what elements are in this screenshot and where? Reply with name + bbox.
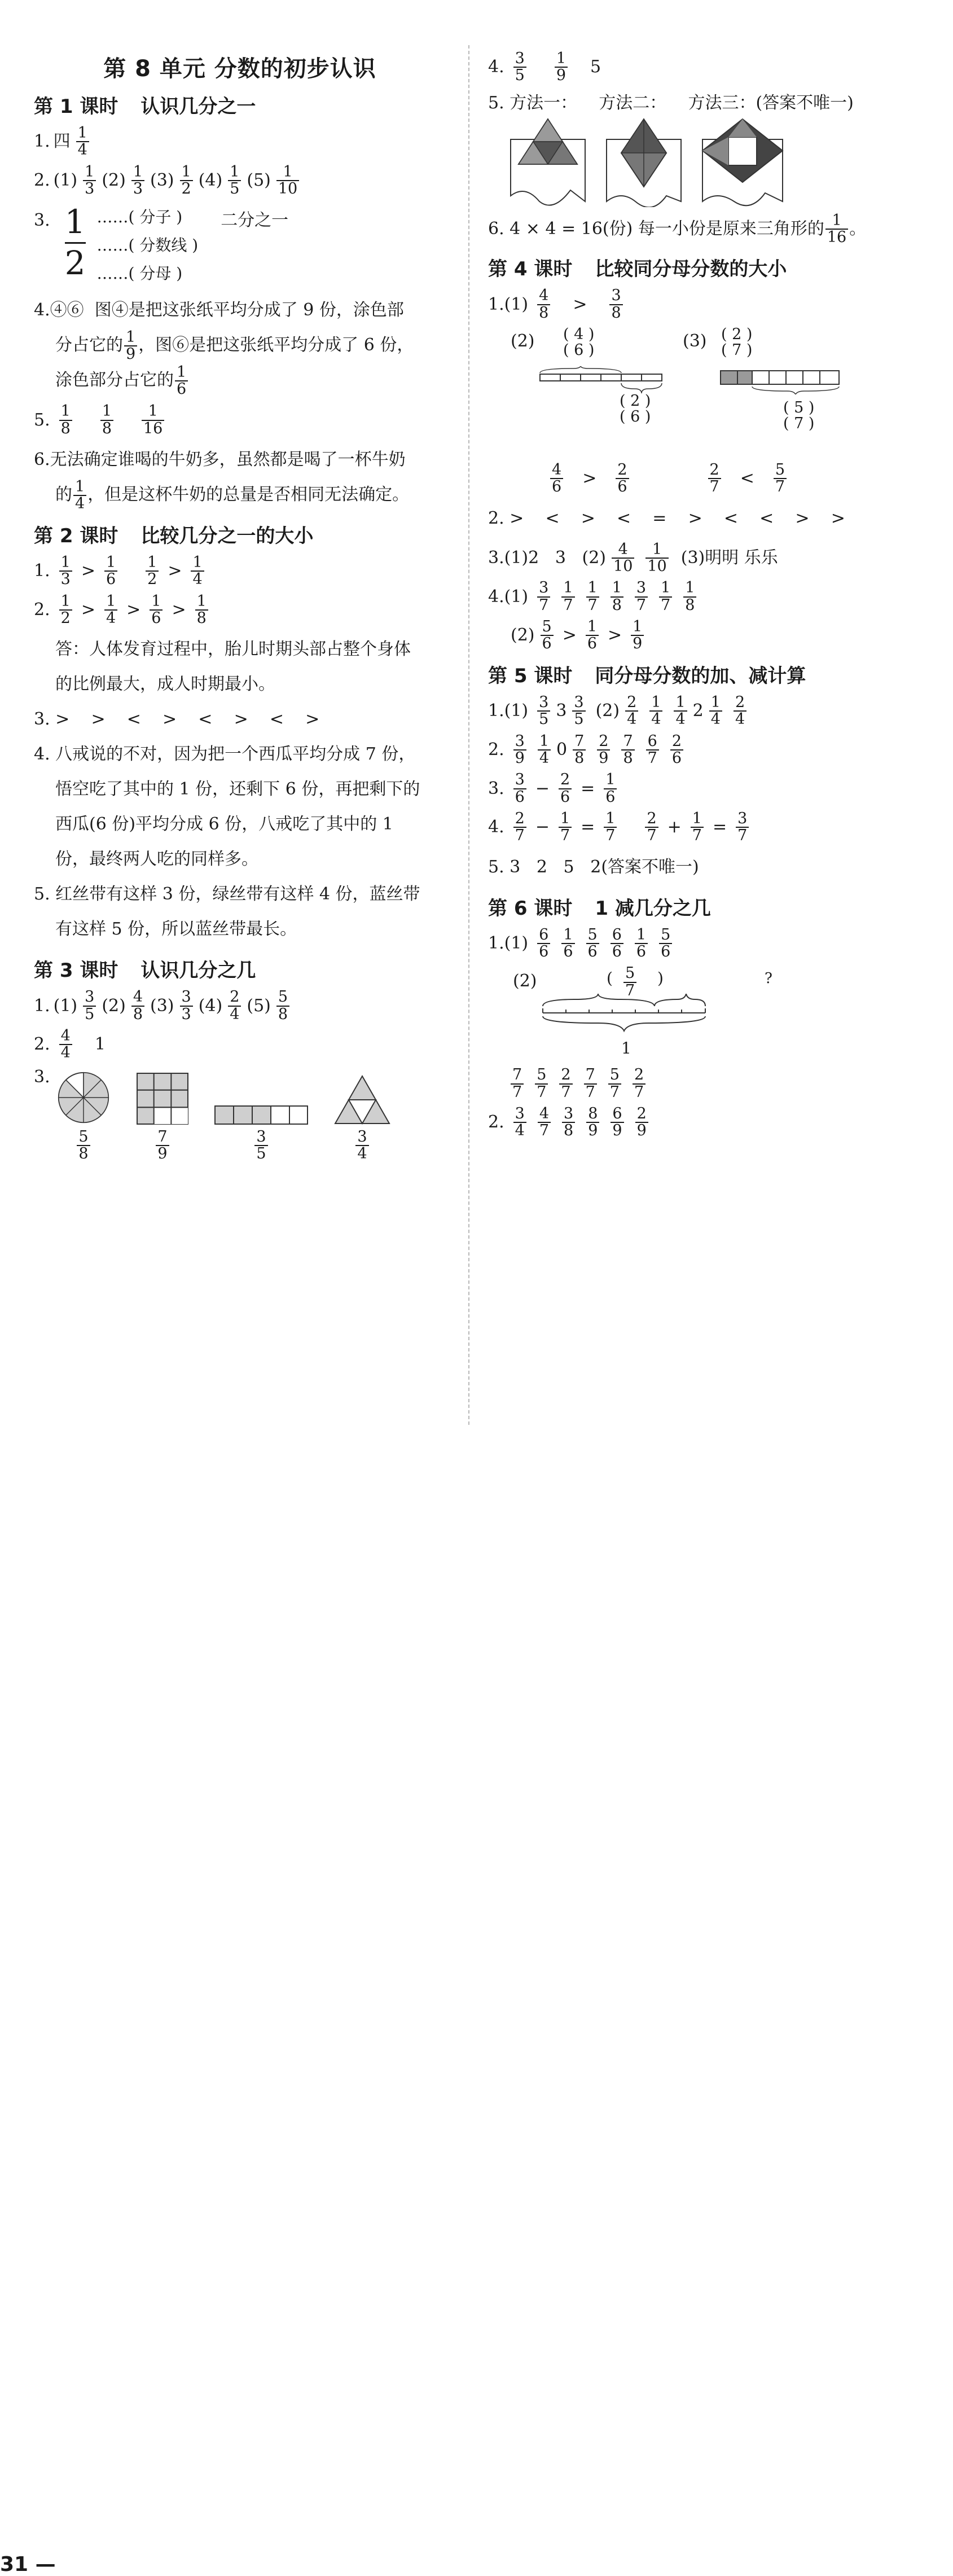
l4-q1-diagrams: (2) ( 4 ) ( 6 ) ( 2 ) ( 6 ) (3) ( 2 ) ( 7 ) ( 5 ) ( 7 ) [488,327,934,485]
l4-q4: 4.(1) $\frac{3}{7}$ $\frac{1}{7}$ $\frac{1}{7}$ $\frac{1}{8}$ $\frac{3}{7}$ $\frac{1}{7}$ $\frac{1}{8}$ [488,580,934,613]
l5-q2: 2. $\frac{3}{9}$ $\frac{1}{4}$ 0 $\frac{7}{8}$ $\frac{2}{9}$ $\frac{7}{8}$ $\frac{6}{7}$ $\frac{2}{6}$ [488,734,934,767]
lesson2-heading: 第 2 课时 比较几分之一的大小 [34,525,314,548]
l5-q4: 4. $\frac{2}{7}$ − $\frac{1}{7}$ = $\frac{1}{7}$ $\frac{2}{7}$ + $\frac{1}{7}$ = $\frac{3}{7}$ [488,811,934,844]
l1-q4: 4.④⑥ 图④是把这张纸平均分成了 9 份，涂色部 分占它的 $\frac{1}{9}$ ，图⑥是把这张纸平均分成了 6 份， 涂色部分占它的 $\frac{1}{6}$ [34,300,414,398]
l5-q5: 5. 3 2 5 2(答案不唯一) [488,857,699,877]
l2-q5: 5. 红丝带有这样 3 份，绿丝带有这样 4 份，蓝丝带 有这样 5 份，所以蓝丝带最长。 [34,884,420,940]
lesson6-heading: 第 6 课时 1 减几分之几 [488,897,711,920]
l1-q6: 6.无法确定谁喝的牛奶多，虽然都是喝了一杯牛奶 的 $\frac{1}{4}$ ，但是这杯牛奶的总量是否相同无法确定。 [34,450,410,513]
l3-q2: 2. $\frac{4}{4}$ 1 [34,1027,106,1062]
l4-q3: 3.(1)2 3 (2) $\frac{4}{10}$ $\frac{1}{10}$ (3)明明 乐乐 [488,540,778,576]
unit-title: 第 8 单元 分数的初步认识 [103,56,376,82]
page-number: 31 — [0,2552,56,2576]
l5-q1: 1.(1) $\frac{3}{5}$ 3 $\frac{3}{5}$ (2) $\frac{2}{4}$ $\frac{1}{4}$ $\frac{1}{4}$ 2 $\frac{1}{4}$ $\frac{2}{4}$ [488,695,934,728]
strip-figure: $\frac{3}{5}$ [214,1105,308,1162]
l2-q3: 3. > > < > < > < > [34,709,320,730]
bar-seven [719,366,849,394]
triangle-figure: $\frac{3}{4}$ [334,1075,390,1162]
l6-q1-diagram: (2) ( $\frac{5}{7}$ ) ? 1 [488,966,934,1061]
l4-q1: 1.(1) $\frac{4}{8}$ > $\frac{3}{8}$ [488,288,934,321]
lesson1-heading: 第 1 课时 认识几分之一 [34,95,256,118]
l6-q1-answers: $\frac{7}{7}$ $\frac{5}{7}$ $\frac{2}{7}$ $\frac{7}{7}$ $\frac{5}{7}$ $\frac{2}{7}$ [505,1067,934,1100]
l2-q2-answer: 答：人体发育过程中，胎儿时期头部占整个身体 的比例最大，成人时期最小。 [55,639,411,695]
method1-figure [508,117,587,207]
l4-q4-2: (2) $\frac{5}{6}$ > $\frac{1}{6}$ > $\frac{1}{9}$ [488,619,934,652]
l4-q2: 2. > < > < = > < < > > [488,508,845,528]
circle-figure: $\frac{5}{8}$ [56,1070,111,1162]
l3-q3-figures [56,1070,446,1162]
l1-q1: 1. 四 $\frac{1}{4}$ [34,125,446,159]
lesson4-heading: 第 4 课时 比较同分母分数的大小 [488,258,787,281]
column-divider [468,45,469,1425]
l1-q2: 2. (1) $\frac{1}{3}$ (2) $\frac{1}{3}$ (3) $\frac{1}{2}$ (4) $\frac{1}{5}$ (5) $\frac{1}{10}$ [34,164,446,198]
l2-q1: 1. $\frac{1}{3}$ > $\frac{1}{6}$ $\frac{1}{2}$ > $\frac{1}{4}$ [34,555,446,588]
r-q5-figures [508,117,934,207]
l5-q3: 3. $\frac{3}{6}$ − $\frac{2}{6}$ = $\frac{1}{6}$ [488,772,934,805]
number-line [542,994,858,1039]
method3-figure [700,117,785,207]
lesson3-heading: 第 3 课时 认识几分之几 [34,959,256,982]
l6-q2: 2. $\frac{3}{4}$ $\frac{4}{7}$ $\frac{3}{8}$ $\frac{8}{9}$ $\frac{6}{9}$ $\frac{2}{9}$ [488,1106,934,1139]
l6-q1: 1.(1) $\frac{6}{6}$ $\frac{1}{6}$ $\frac{5}{6}$ $\frac{6}{6}$ $\frac{1}{6}$ $\frac{5}{6}$ [488,927,934,960]
l2-q4: 4. 八戒说的不对，因为把一个西瓜平均分成 7 份， 悟空吃了其中的 1 份，还剩下 6 份，再把剩下的 西瓜(6 份)平均分成 6 份，八戒吃了其中的 1 份，最终两人吃的同样多。 [34,744,420,870]
l3-q3: 3. [34,1067,50,1087]
grid-figure: $\frac{7}{9}$ [137,1073,188,1162]
l1-q3: 3. 1 2 ……( 分子 ) ……( 分数线 ) ……( 分母 ) 二分之一 [34,203,289,283]
l4-q1-compare: $\frac{4}{6}$ > $\frac{2}{6}$ $\frac{2}{7}$ < $\frac{5}{7}$ [544,462,934,495]
right-column [488,45,934,1145]
bar-six [539,366,669,394]
r-q5: 5. 方法一： 方法二： 方法三：(答案不唯一) [488,93,854,113]
method2-figure [604,117,683,207]
l3-q1: 1. (1) $\frac{3}{5}$ (2) $\frac{4}{8}$ (3) $\frac{3}{3}$ (4) $\frac{2}{4}$ (5) $\frac{5}{8}$ [34,989,446,1022]
left-column [0,40,446,2576]
l2-q2: 2. $\frac{1}{2}$ > $\frac{1}{4}$ > $\frac{1}{6}$ > $\frac{1}{8}$ [34,594,446,627]
r-q6: 6. 4 × 4 = 16(份) 每一小份是原来三角形的 $\frac{1}{16}$ 。 [488,211,867,247]
r-q4: 4. $\frac{3}{5}$ $\frac{1}{9}$ 5 [488,50,601,85]
lesson5-heading: 第 5 课时 同分母分数的加、减计算 [488,664,806,687]
l1-q5: 5. $\frac{1}{8}$ $\frac{1}{8}$ $\frac{1}{16}$ [34,403,446,437]
